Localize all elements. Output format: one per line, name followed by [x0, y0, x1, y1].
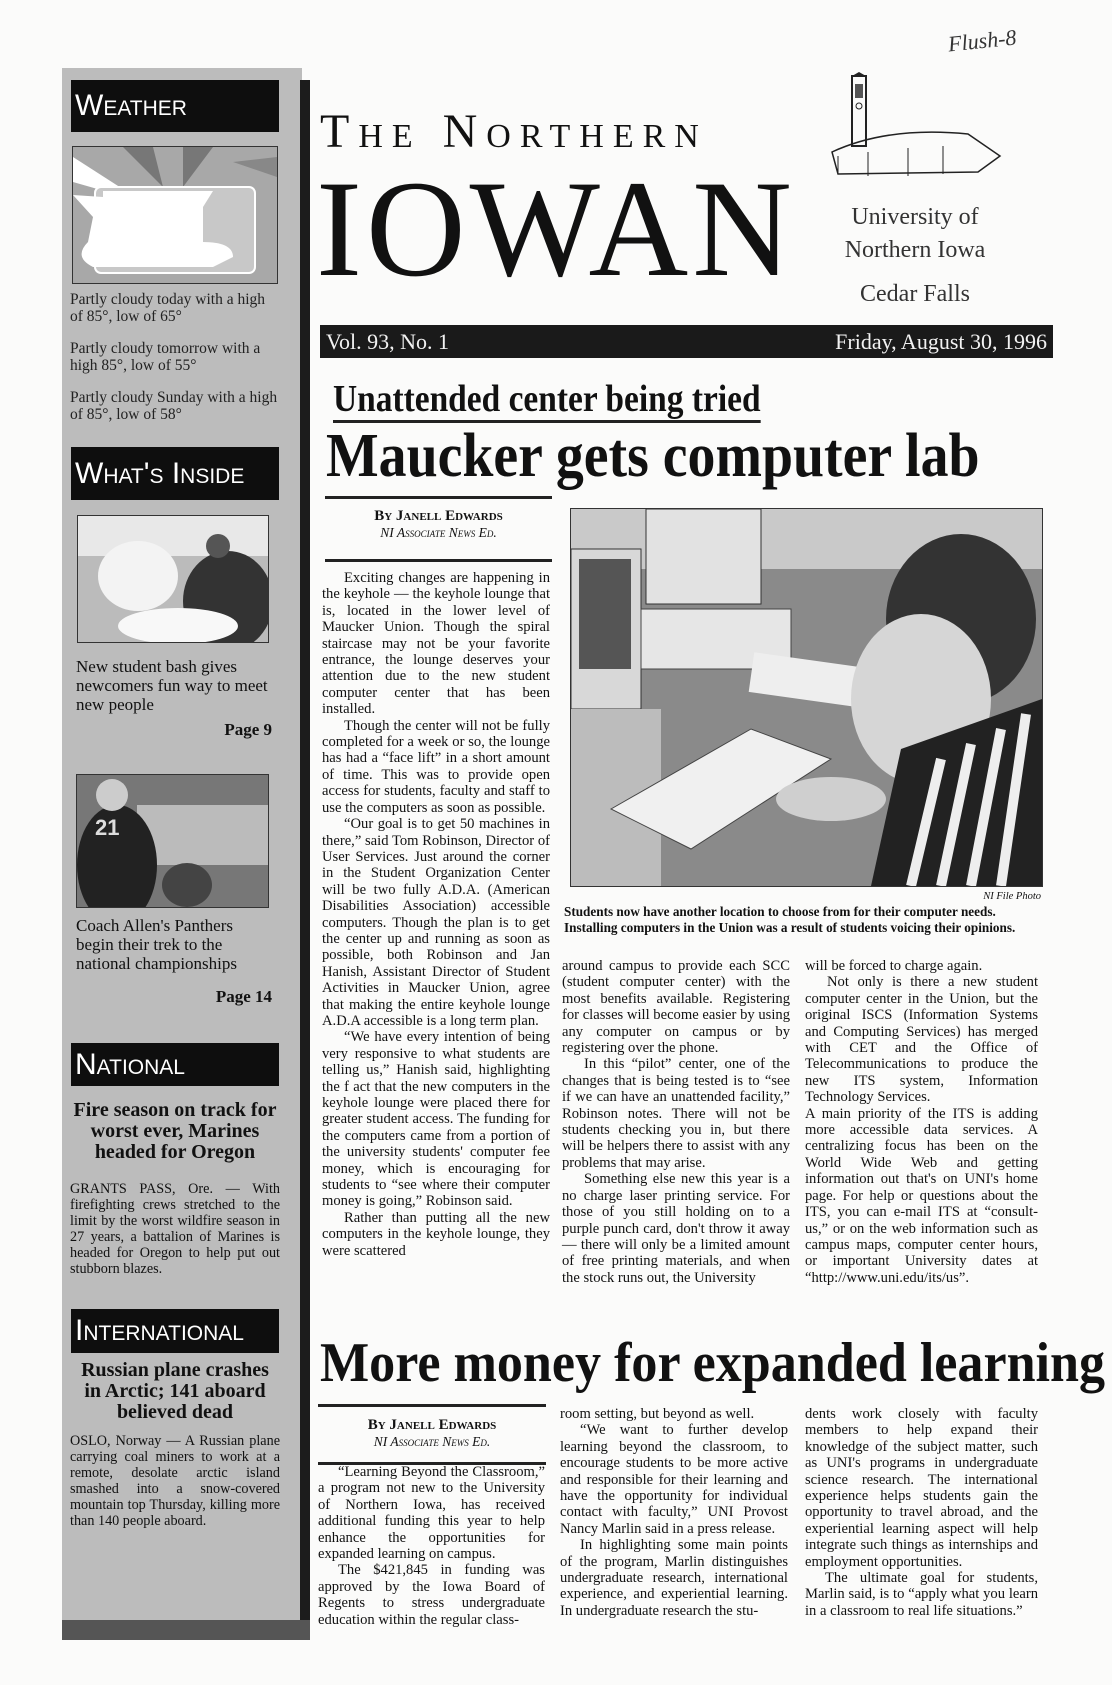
volume-number: Vol. 93, No. 1 — [326, 328, 450, 354]
whats-inside-heading: What's Inside — [71, 447, 279, 500]
whats-inside-caption: Coach Allen's Panthers begin their trek to the national championships — [76, 916, 238, 973]
byline-rule-top — [318, 1404, 546, 1407]
paragraph: “Our goal is to get 50 machines in there,” said Tom Robinson, Director of User Services. Just around the corner in the Student Organization Center will be two fully A.D.A. (American Disabilities Association) accessible computers. Though the plan is to get the center up and running as soon as possible, both Robinson and Jan Hanish, Assistant Director of Student Activities in Maucker Union, agree that making the entire keyhole lounge A.D.A accessible is a long term plan. — [322, 816, 550, 1029]
lead-story-column-3 — [805, 958, 1038, 1286]
paragraph: Not only is there a new student computer center in the Union, but the original ISCS (Information Systems and Computing Services) has merged with CET and the Office of Telecommunications to produce the new ITS system, Information Technology Services. — [805, 974, 1038, 1106]
lead-story-byline-block — [325, 496, 552, 562]
lead-story-headline[interactable]: Maucker gets computer lab — [326, 422, 980, 490]
issue-date: Friday, August 30, 1996 — [835, 328, 1047, 354]
page-reference[interactable]: Page 9 — [224, 720, 272, 739]
weather-heading: Weather — [71, 80, 279, 132]
weather-forecast-tomorrow: Partly cloudy tomorrow with a high 85°, low of 55° — [70, 340, 261, 374]
byline-author: By Janell Edwards — [374, 508, 503, 524]
masthead-title-top: The Northern — [320, 105, 708, 158]
paragraph: “Learning Beyond the Classroom,” a program not new to the University of Northern Iowa, has received additional funding this year to help enhance the opportunities for expanded learning on campus. — [318, 1464, 545, 1563]
paragraph: dents work closely with faculty members to help expand their knowledge of the subject matter, such as UNI's programs in undergraduate science research. The international experience helps students gain the opportunity to travel abroad, and the experiential learning aspect will help integrate such things as internships and employment opportunities. — [805, 1406, 1038, 1570]
paragraph: “We have every intention of being very responsive to what students are telling us,” Hanish said, highlighting the f act that the new computers in the keyhole lounge were placed there for greater student access. The funding for the computers came from a portion of the university students' computer fee money, which is encouraging for students to “see where their computer money is going,” Robinson said. — [322, 1029, 550, 1210]
masthead-title-main: IOWAN — [316, 152, 796, 305]
photo-caption: Students now have another location to choose from for their computer needs. Installing computers in the Union was a result of students voicing their opinions. — [564, 904, 1016, 935]
campanile-logo-icon — [828, 72, 1008, 189]
lead-story-column-1 — [322, 570, 550, 1259]
sidebar-bottom-strip — [62, 1620, 310, 1640]
second-story-column-1 — [318, 1464, 545, 1628]
paragraph: Though the center will not be fully completed for a week or so, the lounge has had a “face lift” in a short amount of time. This was to provide open access for students, faculty and staff to use the computers as soon as possible. — [322, 717, 550, 816]
national-body: GRANTS PASS, Ore. — With firefighting crews stretched to the limit by the worst wildfire season in 27 years, a battalion of Marines is headed for Oregon to help put out stubborn blazes. — [70, 1181, 280, 1277]
svg-text:21: 21 — [95, 815, 120, 840]
lead-story-column-2 — [562, 958, 790, 1286]
paragraph: The ultimate goal for students, Marlin said, is to “apply what you learn in a classroom to real life situations.” — [805, 1570, 1038, 1619]
paragraph: around campus to provide each SCC (student computer center) with the most benefits available. Registering for classes will become easier by using any computer on campus or by registering over the phone. — [562, 958, 790, 1057]
byline-role: NI Associate News Ed. — [380, 525, 497, 540]
paragraph: The $421,845 in funding was approved by the Iowa Board of Regents to stress undergraduate education within the regular class- — [318, 1562, 545, 1628]
sidebar-divider — [300, 80, 310, 1640]
whats-inside-caption: New student bash gives newcomers fun way to meet new people — [76, 657, 268, 714]
byline-author: By Janell Edwards — [367, 1417, 497, 1433]
paragraph: Rather than putting all the new computers in the keyhole lounge, they were scattered — [322, 1209, 550, 1259]
handwritten-note: Flush-8 — [946, 24, 1018, 57]
paragraph: Something else new this year is a no charge laser printing service. For those of you still holding on to a purple punch card, don't throw it away — there will only be a limited amount of free printing materials, and when the stock runs out, the University — [562, 1171, 790, 1286]
page-reference[interactable]: Page 14 — [215, 987, 272, 1006]
computer-lab-photo[interactable] — [570, 508, 1043, 887]
second-story-column-3 — [805, 1406, 1038, 1619]
photo-credit: NI File Photo — [983, 891, 1041, 902]
paragraph: A main priority of the ITS is adding more accessible data services. A centralizing focus has been on the World Wide Web and getting information out that's on UNI's home page. For help or questions about the ITS, you can e-mail ITS at “consult-us,” or on the web information such as campus maps, computer center hours, or important University dates at “http://www.uni.edu/its/us”. — [805, 1105, 1038, 1286]
paragraph: “We want to further develop learning beyond the classroom, to encourage students to be more active and responsible for their learning and have the opportunity for individual contact with faculty,” UNI Provost Nancy Marlin said in a press release. — [560, 1422, 788, 1537]
byline-role: NI Associate News Ed. — [373, 1434, 491, 1449]
panthers-football-photo[interactable] — [76, 774, 269, 908]
paragraph: room setting, but beyond as well. — [560, 1406, 755, 1422]
second-story-byline-block — [318, 1404, 546, 1465]
whats-inside-item-2[interactable] — [76, 916, 272, 1006]
paragraph: Exciting changes are happening in the keyhole — the keyhole lounge that is, located in the lower level of Maucker Union. Though the spiral staircase may not be your favorite entrance, the lounge deserves your attention due to the new student computer center that has been installed. — [322, 570, 550, 718]
weather-forecast-today: Partly cloudy today with a high of 85°, low of 65° — [70, 291, 266, 325]
university-name-line1: University of — [851, 204, 979, 230]
international-headline[interactable]: Russian plane crashes in Arctic; 141 aboard believed dead — [81, 1359, 269, 1423]
national-heading: National — [71, 1043, 279, 1086]
weather-icon — [72, 146, 278, 284]
paragraph: In highlighting some main points of the program, Marlin distinguishes undergraduate research, international experience, and experiential learning. In undergraduate research the stu- — [560, 1537, 788, 1619]
university-name-line2: Northern Iowa — [844, 237, 986, 263]
second-story-column-2 — [560, 1406, 788, 1619]
international-body: OSLO, Norway — A Russian plane carrying coal miners to work at a remote, desolate arctic island smashed into a snow-covered mountain top Thursday, killing more than 140 people aboard. — [70, 1433, 280, 1529]
paragraph: will be forced to charge again. — [805, 958, 983, 974]
byline-rule-bottom — [325, 559, 552, 562]
lead-story-kicker: Unattended center being tried — [333, 380, 761, 423]
weather-forecast-sunday: Partly cloudy Sunday with a high of 85°, low of 58° — [70, 389, 278, 423]
university-city: Cedar Falls — [860, 281, 970, 307]
new-student-bash-photo[interactable] — [77, 515, 269, 643]
second-story-headline[interactable]: More money for expanded learning — [320, 1332, 1106, 1394]
national-headline[interactable]: Fire season on track for worst ever, Marines headed for Oregon — [73, 1099, 277, 1163]
paragraph: In this “pilot” center, one of the changes that is being tested is to “see if we can have an unattended facility,” Robinson notes. There will not be students checking you in, but there will be helpers there to assist with any problems that may arise. — [562, 1056, 790, 1171]
international-heading: International — [71, 1309, 279, 1353]
dateline-bar — [320, 325, 1053, 358]
whats-inside-item-1[interactable] — [76, 657, 272, 739]
byline-rule-top — [325, 496, 552, 499]
